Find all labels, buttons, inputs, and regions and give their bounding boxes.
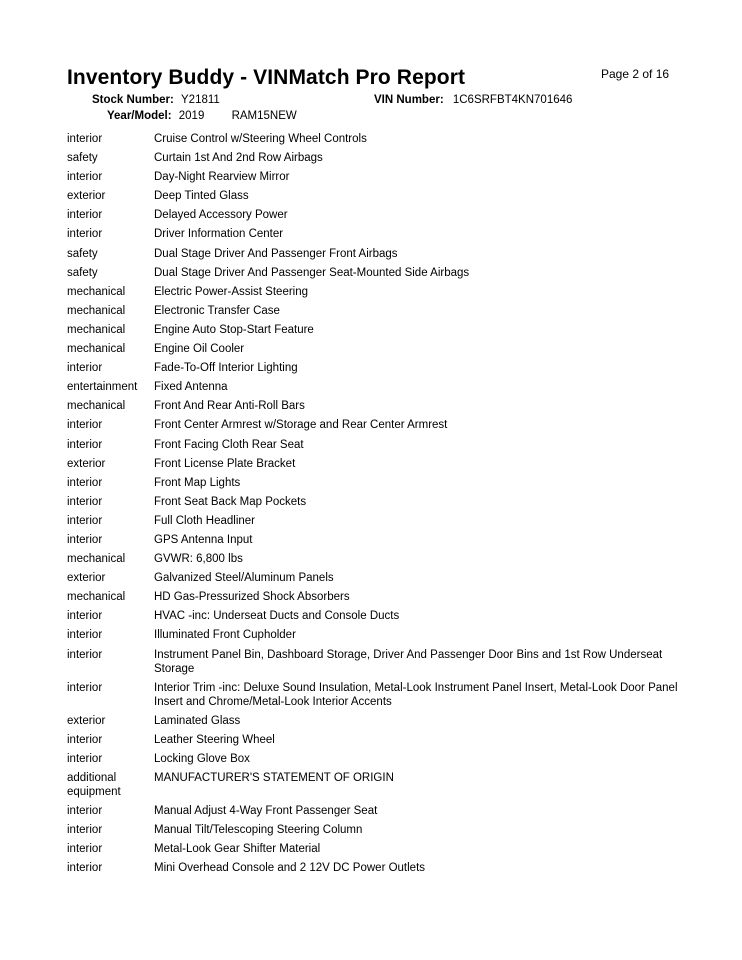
feature-category: mechanical [67, 343, 126, 356]
feature-category: exterior [67, 457, 106, 470]
feature-category: interior [67, 228, 103, 241]
feature-description: MANUFACTURER'S STATEMENT OF ORIGIN [154, 772, 394, 784]
feature-category: interior [67, 862, 103, 875]
feature-category: mechanical [67, 591, 126, 604]
feature-description: Galvanized Steel/Aluminum Panels [154, 572, 334, 585]
feature-category: interior [67, 824, 103, 837]
year-model-label: Year/Model: [107, 110, 172, 122]
feature-category: exterior [67, 572, 106, 585]
feature-category: interior [67, 610, 103, 623]
feature-category: interior [67, 681, 103, 694]
list-item [67, 552, 687, 566]
feature-description: Front License Plate Bracket [154, 457, 296, 470]
feature-category: exterior [67, 190, 106, 203]
feature-description: Delayed Accessory Power [154, 209, 288, 222]
feature-description: Front And Rear Anti-Roll Bars [154, 400, 305, 413]
feature-description: Fixed Antenna [154, 381, 228, 394]
feature-category: entertainment [67, 381, 138, 394]
list-item [67, 648, 687, 676]
list-item [67, 457, 687, 471]
feature-description: Engine Auto Stop-Start Feature [154, 323, 314, 336]
list-item [67, 823, 687, 837]
feature-category: interior [67, 805, 103, 818]
list-item [67, 771, 687, 799]
feature-category: safety [67, 266, 98, 279]
feature-category: mechanical [67, 400, 126, 413]
feature-category: interior [67, 843, 103, 856]
feature-category: mechanical [67, 285, 126, 298]
list-item [67, 170, 687, 184]
feature-description: Metal-Look Gear Shifter Material [154, 843, 321, 856]
list-item [67, 342, 687, 356]
feature-category: interior [67, 533, 103, 546]
feature-description: Driver Information Center [154, 228, 284, 241]
feature-category: interior [67, 209, 103, 222]
list-item [67, 227, 687, 241]
feature-description: Front Seat Back Map Pockets [154, 495, 307, 508]
feature-description: Instrument Panel Bin, Dashboard Storage, Driver And Passenger Door Bins and 1st Row Underseat Storage [154, 648, 663, 675]
feature-description: Front Map Lights [154, 476, 241, 489]
list-item [67, 438, 687, 452]
feature-category: interior [67, 648, 103, 661]
feature-description: Engine Oil Cooler [154, 343, 245, 356]
year-model [107, 110, 297, 122]
feature-description: Day-Night Rearview Mirror [154, 171, 290, 184]
feature-category: safety [67, 152, 98, 165]
list-item [67, 189, 687, 203]
list-item [67, 418, 687, 432]
feature-category: interior [67, 419, 103, 432]
year-value: 2019 [178, 110, 205, 122]
feature-description: GPS Antenna Input [154, 533, 253, 546]
feature-description: Curtain 1st And 2nd Row Airbags [154, 152, 323, 165]
feature-category: interior [67, 514, 103, 527]
feature-category: mechanical [67, 304, 126, 317]
list-item [67, 571, 687, 585]
feature-description: Laminated Glass [154, 714, 241, 727]
feature-description: Electronic Transfer Case [154, 304, 280, 317]
list-item [67, 842, 687, 856]
list-item [67, 590, 687, 604]
list-item [67, 495, 687, 509]
feature-description: Cruise Control w/Steering Wheel Controls [154, 133, 367, 145]
list-item [67, 285, 687, 299]
feature-category: exterior [67, 714, 106, 727]
feature-category: interior [67, 171, 103, 184]
feature-description: Manual Adjust 4-Way Front Passenger Seat [154, 805, 378, 818]
feature-description: Leather Steering Wheel [154, 733, 275, 746]
feature-description: Fade-To-Off Interior Lighting [154, 362, 298, 375]
list-item [67, 476, 687, 490]
feature-list [67, 132, 687, 880]
list-item [67, 609, 687, 623]
feature-category: interior [67, 733, 103, 746]
feature-category: interior [67, 752, 103, 765]
feature-description: Full Cloth Headliner [154, 514, 255, 527]
feature-category: interior [67, 362, 103, 375]
vin-number-label: VIN Number: [374, 94, 444, 106]
feature-category: interior [67, 438, 103, 451]
page-number: Page 2 of 16 [601, 67, 670, 81]
stock-number [92, 94, 220, 106]
feature-category: interior [67, 629, 103, 642]
feature-description: Electric Power-Assist Steering [154, 285, 309, 298]
list-item [67, 733, 687, 747]
list-item [67, 681, 687, 709]
list-item [67, 380, 687, 394]
feature-description: HD Gas-Pressurized Shock Absorbers [154, 591, 350, 604]
list-item [67, 361, 687, 375]
list-item [67, 323, 687, 337]
feature-category: additional equipment [67, 772, 121, 798]
list-item [67, 266, 687, 280]
feature-category: interior [67, 495, 103, 508]
feature-description: Dual Stage Driver And Passenger Front Airbags [154, 247, 398, 260]
list-item [67, 132, 687, 146]
feature-category: mechanical [67, 323, 126, 336]
feature-description: HVAC -inc: Underseat Ducts and Console Ducts [154, 610, 400, 623]
list-item [67, 752, 687, 766]
list-item [67, 804, 687, 818]
list-item [67, 304, 687, 318]
list-item [67, 399, 687, 413]
feature-description: Front Center Armrest w/Storage and Rear Center Armrest [154, 419, 448, 432]
list-item [67, 151, 687, 165]
feature-description: Interior Trim -inc: Deluxe Sound Insulation, Metal-Look Instrument Panel Insert, Metal-Look Door Panel Insert and Chrome/Metal-Look Interior Accents [154, 681, 678, 708]
list-item [67, 514, 687, 528]
feature-description: Illuminated Front Cupholder [154, 629, 296, 642]
feature-description: Manual Tilt/Telescoping Steering Column [154, 824, 363, 837]
model-value: RAM15NEW [231, 110, 297, 122]
stock-number-label: Stock Number: [92, 94, 174, 106]
vin-number [374, 94, 572, 106]
feature-category: safety [67, 247, 98, 260]
feature-description: Locking Glove Box [154, 752, 250, 765]
feature-description: Front Facing Cloth Rear Seat [154, 438, 304, 451]
feature-description: Dual Stage Driver And Passenger Seat-Mounted Side Airbags [154, 266, 470, 279]
stock-number-value: Y21811 [181, 94, 220, 106]
vin-number-value: 1C6SRFBT4KN701646 [452, 94, 573, 106]
list-item [67, 714, 687, 728]
feature-description: Mini Overhead Console and 2 12V DC Power Outlets [154, 862, 426, 875]
feature-description: Deep Tinted Glass [154, 190, 249, 203]
list-item [67, 208, 687, 222]
report-title: Inventory Buddy - VINMatch Pro Report [67, 66, 466, 89]
list-item [67, 247, 687, 261]
feature-description: GVWR: 6,800 lbs [154, 553, 243, 566]
feature-category: interior [67, 133, 103, 145]
feature-category: mechanical [67, 553, 126, 566]
list-item [67, 628, 687, 642]
feature-category: interior [67, 476, 103, 489]
list-item [67, 861, 687, 875]
list-item [67, 533, 687, 547]
